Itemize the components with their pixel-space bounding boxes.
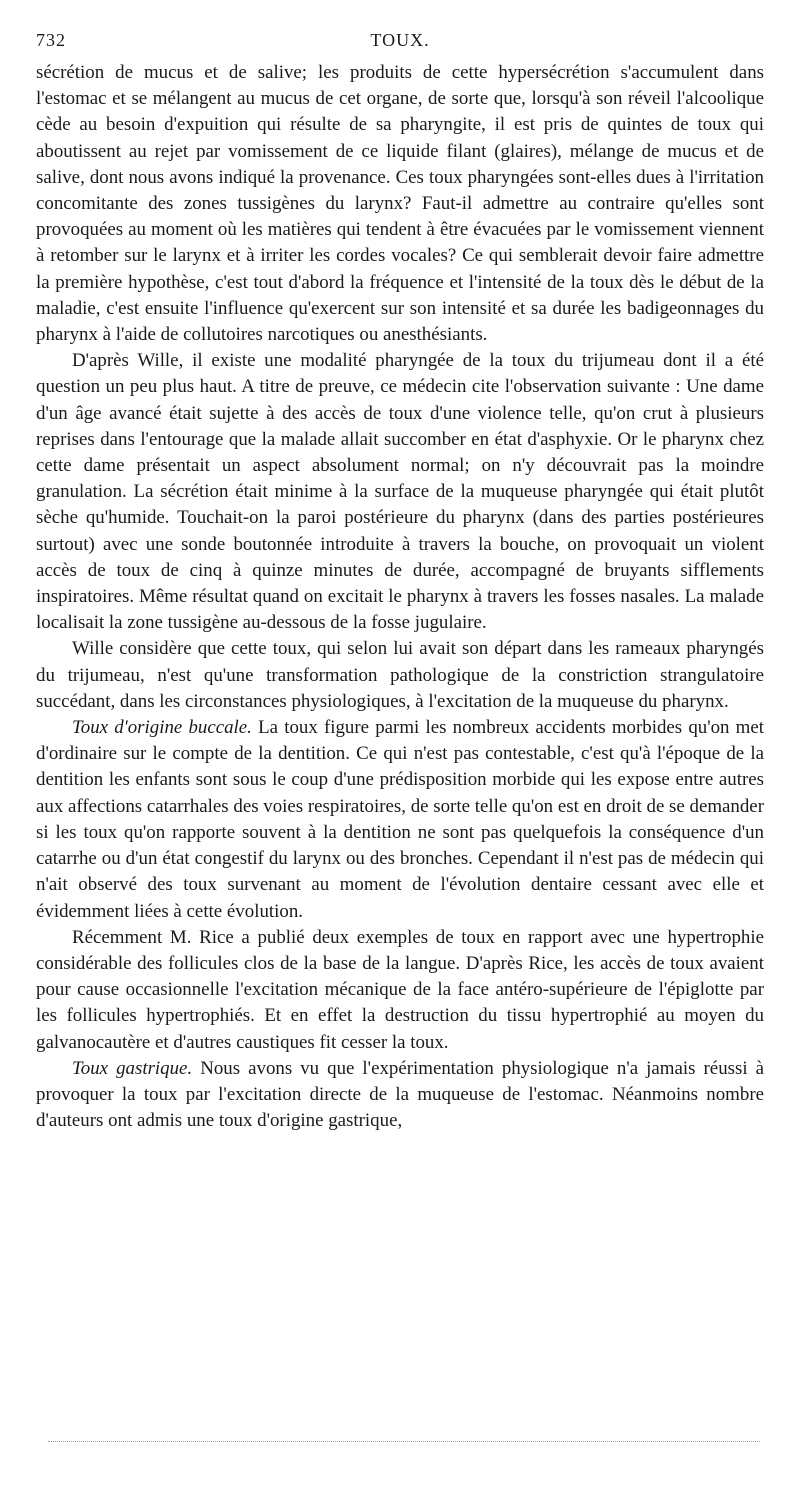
paragraph-toux-buccale xyxy=(36,715,764,925)
paragraph-text: Wille considère que cette toux, qui selon lui avait son départ dans les rameaux pharyngés du trijumeau, n'est qu'une transformation pathologique de la constriction strangulatoire succédant, dans les circonstances physiologiques, à l'excitation de la muqueuse du pharynx. xyxy=(36,638,764,712)
paragraph-toux-gastrique xyxy=(36,1056,764,1135)
paragraph-wille-observation xyxy=(36,348,764,636)
section-heading-toux-buccale: Toux d'origine buccale. xyxy=(72,717,252,739)
footer-dotted-rule xyxy=(48,1441,760,1442)
page-header xyxy=(36,30,764,60)
paragraph-text: Nous avons vu que l'expérimentation physiologique n'a jamais réussi à provoquer la toux par l'excitation directe de la muqueuse de l'estomac. Néanmoins nombre d'auteurs ont admis une toux d'origine gastrique, xyxy=(36,1057,765,1132)
paragraph-wille-conclusion xyxy=(36,636,764,715)
paragraph-text: Récemment M. Rice a publié deux exemples de toux en rapport avec une hypertrophie considérable des follicules clos de la base de la langue. D'après Rice, les accès de toux avaient pour cause occasionnelle l'excitation mécanique de la face antéro-supérieure de l'épiglotte par les follicules hypertrophiés. Et en effet la destruction du tissu hypertrophié au moyen du galvanocautère et d'autres caustiques fit cesser la toux. xyxy=(36,926,764,1053)
running-title: TOUX. xyxy=(370,30,430,50)
page-number: 732 xyxy=(36,30,66,50)
paragraph-text: sécrétion de mucus et de salive; les produits de cette hypersécrétion s'accumulent dans l'estomac et se mélangent au mucus de cet organe, de sorte que, lorsqu'à son réveil l'alcoolique cède au besoin d'expuition qui résulte de sa pharyngite, il est pris de quintes de toux qui aboutissent au rejet par vomissement de ce liquide filant (glaires), mélange de mucus et de salive, dont nous avons indiqué la provenance. Ces toux pharyngées sont-elles dues à l'irritation concomitante des zones tussigènes du larynx? Faut-il admettre au contraire qu'elles sont provoquées au moment où les matières qui tendent à être évacuées par le vomissement viennent à retomber sur le larynx et à irriter les cordes vocales? Ce qui semblerait devoir faire admettre la première hypothèse, c'est tout d'abord la fréquence et l'intensité de la toux dès le début de la maladie, c'est ensuite l'influence qu'exercent sur son intensité et sa durée les badigeonnages du pharynx à l'aide de collutoires narcotiques ou anesthésiants. xyxy=(36,62,764,346)
paragraph-text: D'après Wille, il existe une modalité pharyngée de la toux du trijumeau dont il a été question un peu plus haut. A titre de preuve, ce médecin cite l'observation suivante : Une dame d'un âge avancé était sujette à des accès de toux d'une violence telle, qu'on crut à plusieurs reprises dans l'entourage que la malade allait succomber en état d'asphyxie. Or le pharynx chez cette dame présentait un aspect absolument normal; on n'y découvrait pas la moindre granulation. La sécrétion était minime à la surface de la muqueuse pharyngée qui était plutôt sèche qu'humide. Touchait-on la paroi postérieure du pharynx (dans des parties postérieures surtout) avec une sonde boutonnée introduite à travers la bouche, on provoquait un violent accès de toux de cinq à quinze minutes de durée, accompagné de bruyants sifflements inspiratoires. Même résultat quand on excitait le pharynx à travers les fosses nasales. La malade localisait la zone tussigène au-dessous de la fosse jugulaire. xyxy=(36,350,764,634)
paragraph-continuation xyxy=(36,60,764,348)
book-page xyxy=(36,30,764,1134)
paragraph-rice xyxy=(36,925,764,1056)
paragraph-text: La toux figure parmi les nombreux accidents morbides qu'on met d'ordinaire sur le compte de la dentition. Ce qui n'est pas contestable, c'est qu'à l'époque de la dentition les enfants sont sous le coup d'une prédisposition morbide qui les expose entre autres aux affections catarrhales des voies respiratoires, de sorte telle qu'on est en droit de se demander si les toux qu'on rapporte souvent à la dentition ne sont pas quelquefois la conséquence d'un catarrhe ou d'un état congestif du larynx ou des bronches. Cependant il n'est pas de médecin qui n'ait observé des toux survenant au moment de l'évolution dentaire cessant avec elle et évidemment liées à cette évolution. xyxy=(36,717,765,922)
section-heading-toux-gastrique: Toux gastrique. xyxy=(72,1057,193,1079)
